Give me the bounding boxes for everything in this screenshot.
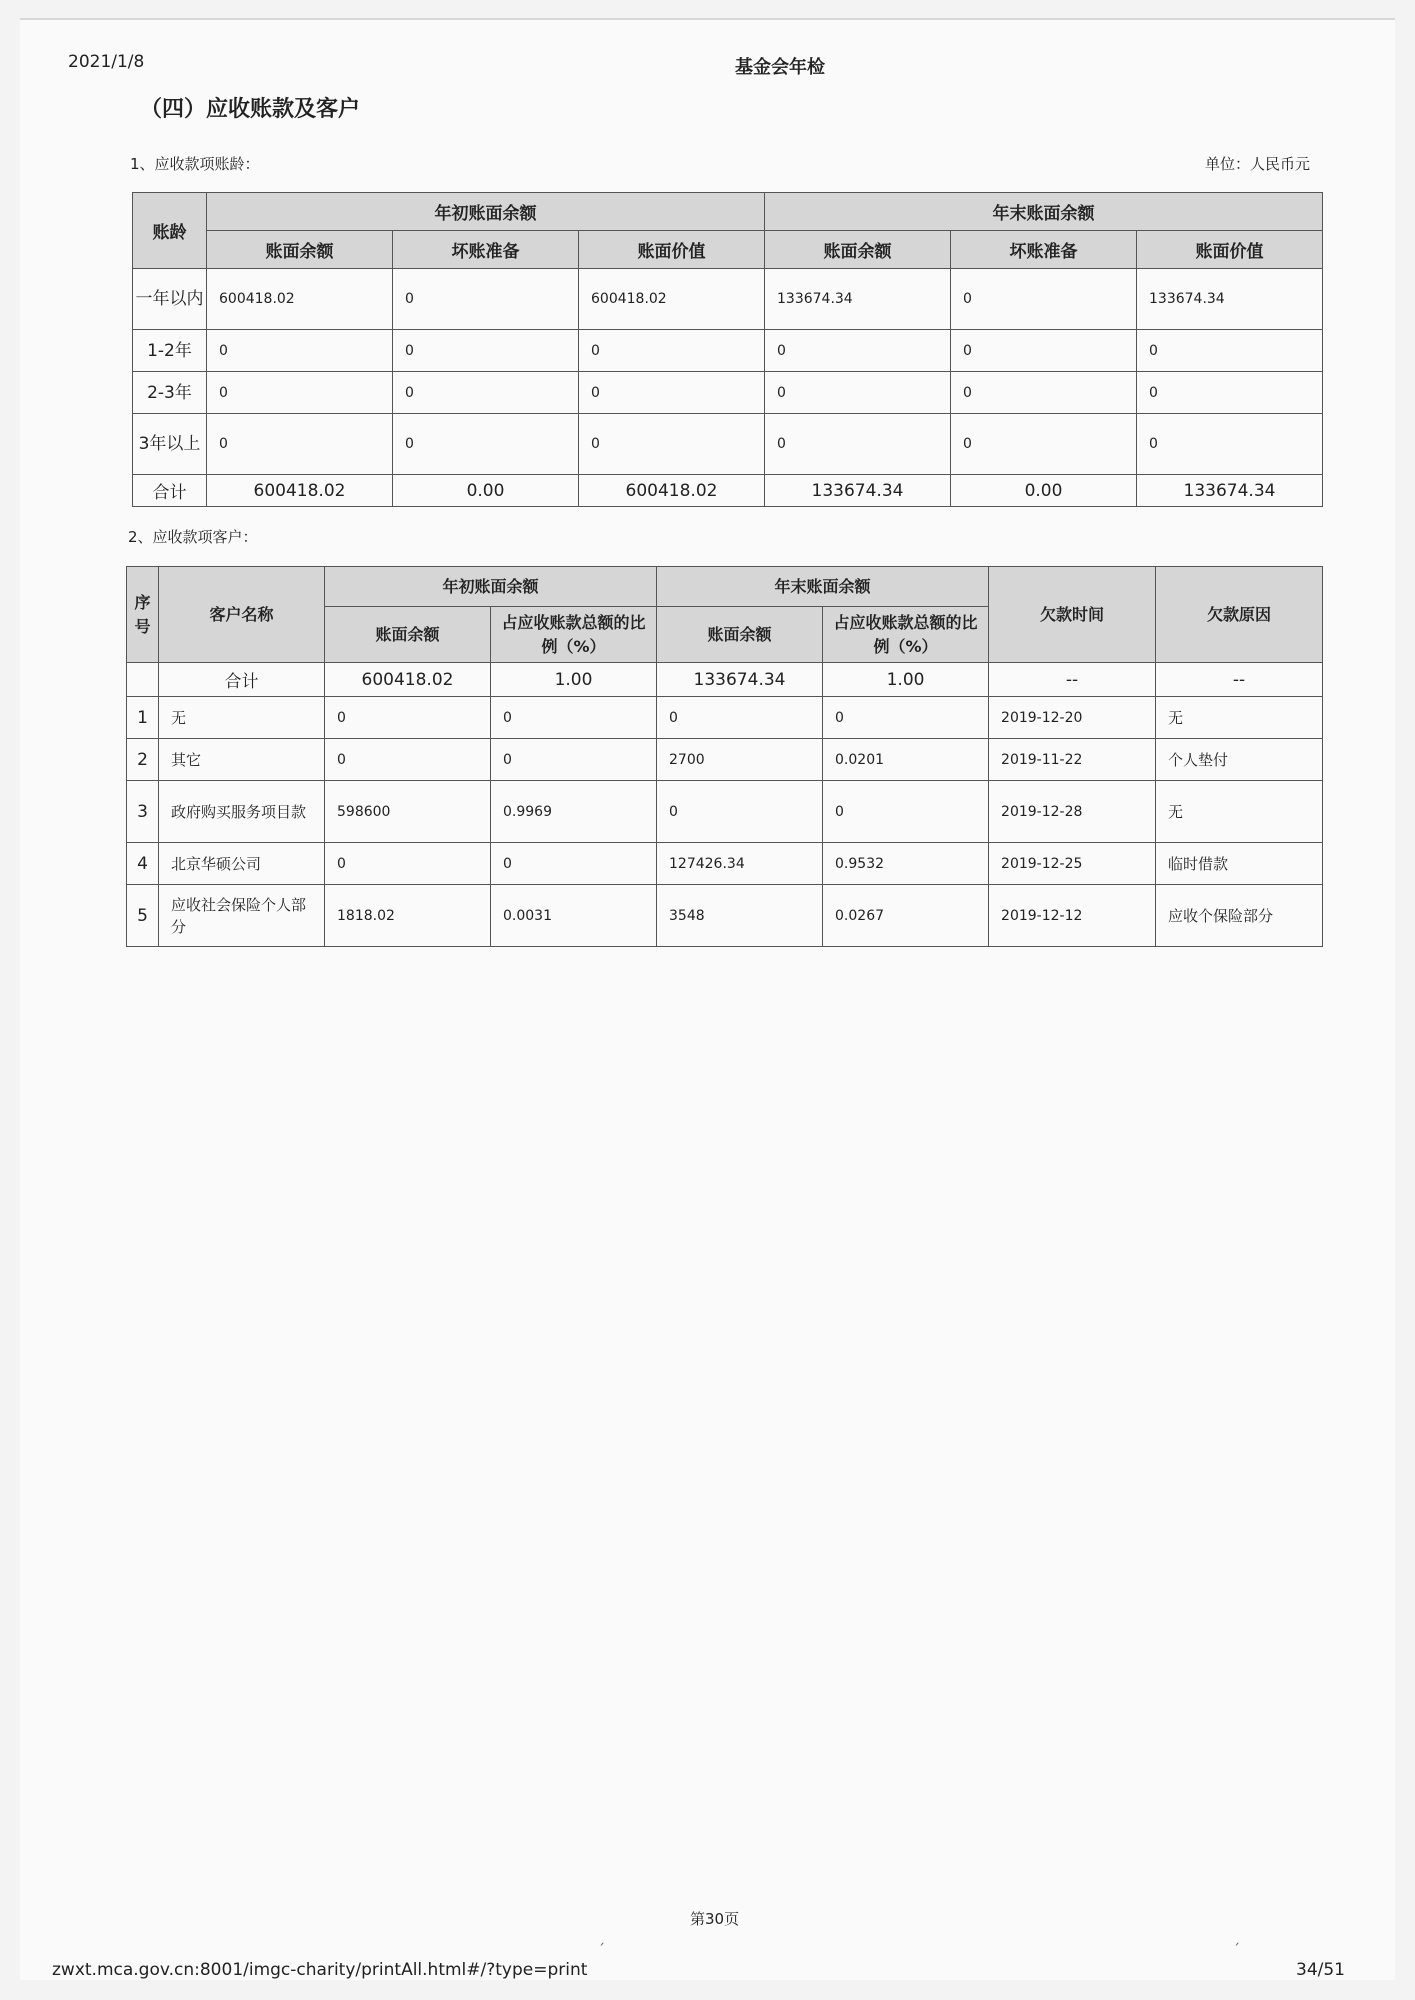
scan-mark: ˏ — [598, 1930, 605, 1946]
cell: 0 — [765, 330, 951, 372]
cell: 2019-12-25 — [989, 843, 1156, 885]
cell: 0 — [765, 372, 951, 414]
cell: 1.00 — [823, 663, 989, 697]
header-bad-debt: 坏账准备 — [951, 231, 1137, 269]
cell: 0.9532 — [823, 843, 989, 885]
header-book-balance: 账面余额 — [207, 231, 393, 269]
cell: 0 — [823, 697, 989, 739]
cell: 0 — [657, 697, 823, 739]
cell: 1.00 — [491, 663, 657, 697]
aging-label: 3年以上 — [133, 414, 207, 475]
cell: 0 — [951, 330, 1137, 372]
cell: 0 — [579, 372, 765, 414]
row-number: 1 — [127, 697, 159, 739]
header-customer-name: 客户名称 — [159, 567, 325, 663]
customer-name: 其它 — [159, 739, 325, 781]
cell: 0 — [1137, 372, 1323, 414]
header-book-balance: 账面余额 — [325, 607, 491, 663]
currency-unit: 单位：人民币元 — [1205, 155, 1311, 173]
cell: 0.9969 — [491, 781, 657, 843]
customers-subtitle: 2、应收款项客户： — [128, 528, 258, 546]
cell: 无 — [1156, 781, 1323, 843]
cell: 0 — [207, 414, 393, 475]
table-row — [133, 372, 1323, 414]
section-title: （四）应收账款及客户 — [140, 97, 361, 122]
cell: 2019-11-22 — [989, 739, 1156, 781]
header-ending-balance: 年末账面余额 — [657, 567, 989, 607]
cell: 133674.34 — [765, 475, 951, 507]
cell: 无 — [1156, 697, 1323, 739]
cell: 133674.34 — [1137, 269, 1323, 330]
header-beginning-balance: 年初账面余额 — [207, 193, 765, 231]
cell: -- — [1156, 663, 1323, 697]
cell: 0 — [325, 697, 491, 739]
table-row — [133, 414, 1323, 475]
cell: 个人垫付 — [1156, 739, 1323, 781]
aging-label: 一年以内 — [133, 269, 207, 330]
cell: 0 — [393, 269, 579, 330]
cell: 临时借款 — [1156, 843, 1323, 885]
cell: 0 — [491, 843, 657, 885]
customer-name: 政府购买服务项目款 — [159, 781, 325, 843]
scan-mark: ˏ — [1233, 1930, 1240, 1946]
table-row — [133, 269, 1323, 330]
table-row — [127, 781, 1323, 843]
header-no: 序号 — [127, 567, 159, 663]
cell: 应收个保险部分 — [1156, 885, 1323, 947]
header-aging: 账龄 — [133, 193, 207, 269]
customer-name: 北京华硕公司 — [159, 843, 325, 885]
cell — [127, 663, 159, 697]
header-debt-time: 欠款时间 — [989, 567, 1156, 663]
cell: 2019-12-12 — [989, 885, 1156, 947]
header-book-value: 账面价值 — [1137, 231, 1323, 269]
cell: 0 — [823, 781, 989, 843]
total-label: 合计 — [133, 475, 207, 507]
header-beginning-balance: 年初账面余额 — [325, 567, 657, 607]
cell: 0 — [491, 739, 657, 781]
cell: 0 — [579, 330, 765, 372]
table-row — [133, 330, 1323, 372]
cell: 0 — [325, 843, 491, 885]
cell: 3548 — [657, 885, 823, 947]
cell: 600418.02 — [579, 475, 765, 507]
header-debt-reason: 欠款原因 — [1156, 567, 1323, 663]
cell: 0 — [393, 372, 579, 414]
table-row — [127, 843, 1323, 885]
cell: 0.0031 — [491, 885, 657, 947]
cell: 0.00 — [393, 475, 579, 507]
cell: 600418.02 — [207, 269, 393, 330]
customer-name: 无 — [159, 697, 325, 739]
print-date: 2021/1/8 — [68, 52, 145, 72]
customer-name: 应收社会保险个人部分 — [159, 885, 325, 947]
cell: 0 — [1137, 414, 1323, 475]
cell: 0 — [951, 269, 1137, 330]
source-url: zwxt.mca.gov.cn:8001/imgc-charity/printAll.html#/?type=print — [52, 1960, 588, 1980]
cell: 600418.02 — [579, 269, 765, 330]
cell: 133674.34 — [765, 269, 951, 330]
cell: 1818.02 — [325, 885, 491, 947]
row-number: 4 — [127, 843, 159, 885]
cell: 598600 — [325, 781, 491, 843]
cell: 0.0201 — [823, 739, 989, 781]
cell: 0 — [393, 414, 579, 475]
cell: 127426.34 — [657, 843, 823, 885]
cell: 0 — [765, 414, 951, 475]
header-bad-debt: 坏账准备 — [393, 231, 579, 269]
cell: 0 — [1137, 330, 1323, 372]
cell: 2019-12-28 — [989, 781, 1156, 843]
aging-subtitle: 1、应收款项账龄： — [130, 155, 260, 173]
row-number: 3 — [127, 781, 159, 843]
cell: 0 — [951, 372, 1137, 414]
cell: 0 — [491, 697, 657, 739]
cell: 600418.02 — [325, 663, 491, 697]
cell: 0 — [207, 330, 393, 372]
print-page-count: 34/51 — [1296, 1960, 1345, 1980]
cell: 0.0267 — [823, 885, 989, 947]
total-row — [127, 663, 1323, 697]
document-title: 基金会年检 — [735, 57, 825, 78]
cell: 133674.34 — [657, 663, 823, 697]
cell: 2700 — [657, 739, 823, 781]
cell: 600418.02 — [207, 475, 393, 507]
total-row — [133, 475, 1323, 507]
cell: 0.00 — [951, 475, 1137, 507]
header-book-balance: 账面余额 — [657, 607, 823, 663]
header-ratio: 占应收账款总额的比例（%） — [491, 607, 657, 663]
cell: 0 — [579, 414, 765, 475]
row-number: 2 — [127, 739, 159, 781]
cell: 0 — [951, 414, 1137, 475]
cell: -- — [989, 663, 1156, 697]
cell: 2019-12-20 — [989, 697, 1156, 739]
customer-table — [126, 566, 1323, 947]
cell: 0 — [657, 781, 823, 843]
row-number: 5 — [127, 885, 159, 947]
aging-label: 2-3年 — [133, 372, 207, 414]
cell: 0 — [207, 372, 393, 414]
table-row — [127, 739, 1323, 781]
table-row — [127, 697, 1323, 739]
cell: 133674.34 — [1137, 475, 1323, 507]
cell: 0 — [393, 330, 579, 372]
header-book-balance: 账面余额 — [765, 231, 951, 269]
total-label: 合计 — [159, 663, 325, 697]
aging-label: 1-2年 — [133, 330, 207, 372]
table-row — [127, 885, 1323, 947]
cell: 0 — [325, 739, 491, 781]
header-book-value: 账面价值 — [579, 231, 765, 269]
page-number: 第30页 — [690, 1910, 740, 1928]
header-ending-balance: 年末账面余额 — [765, 193, 1323, 231]
aging-table — [132, 192, 1323, 507]
header-ratio: 占应收账款总额的比例（%） — [823, 607, 989, 663]
